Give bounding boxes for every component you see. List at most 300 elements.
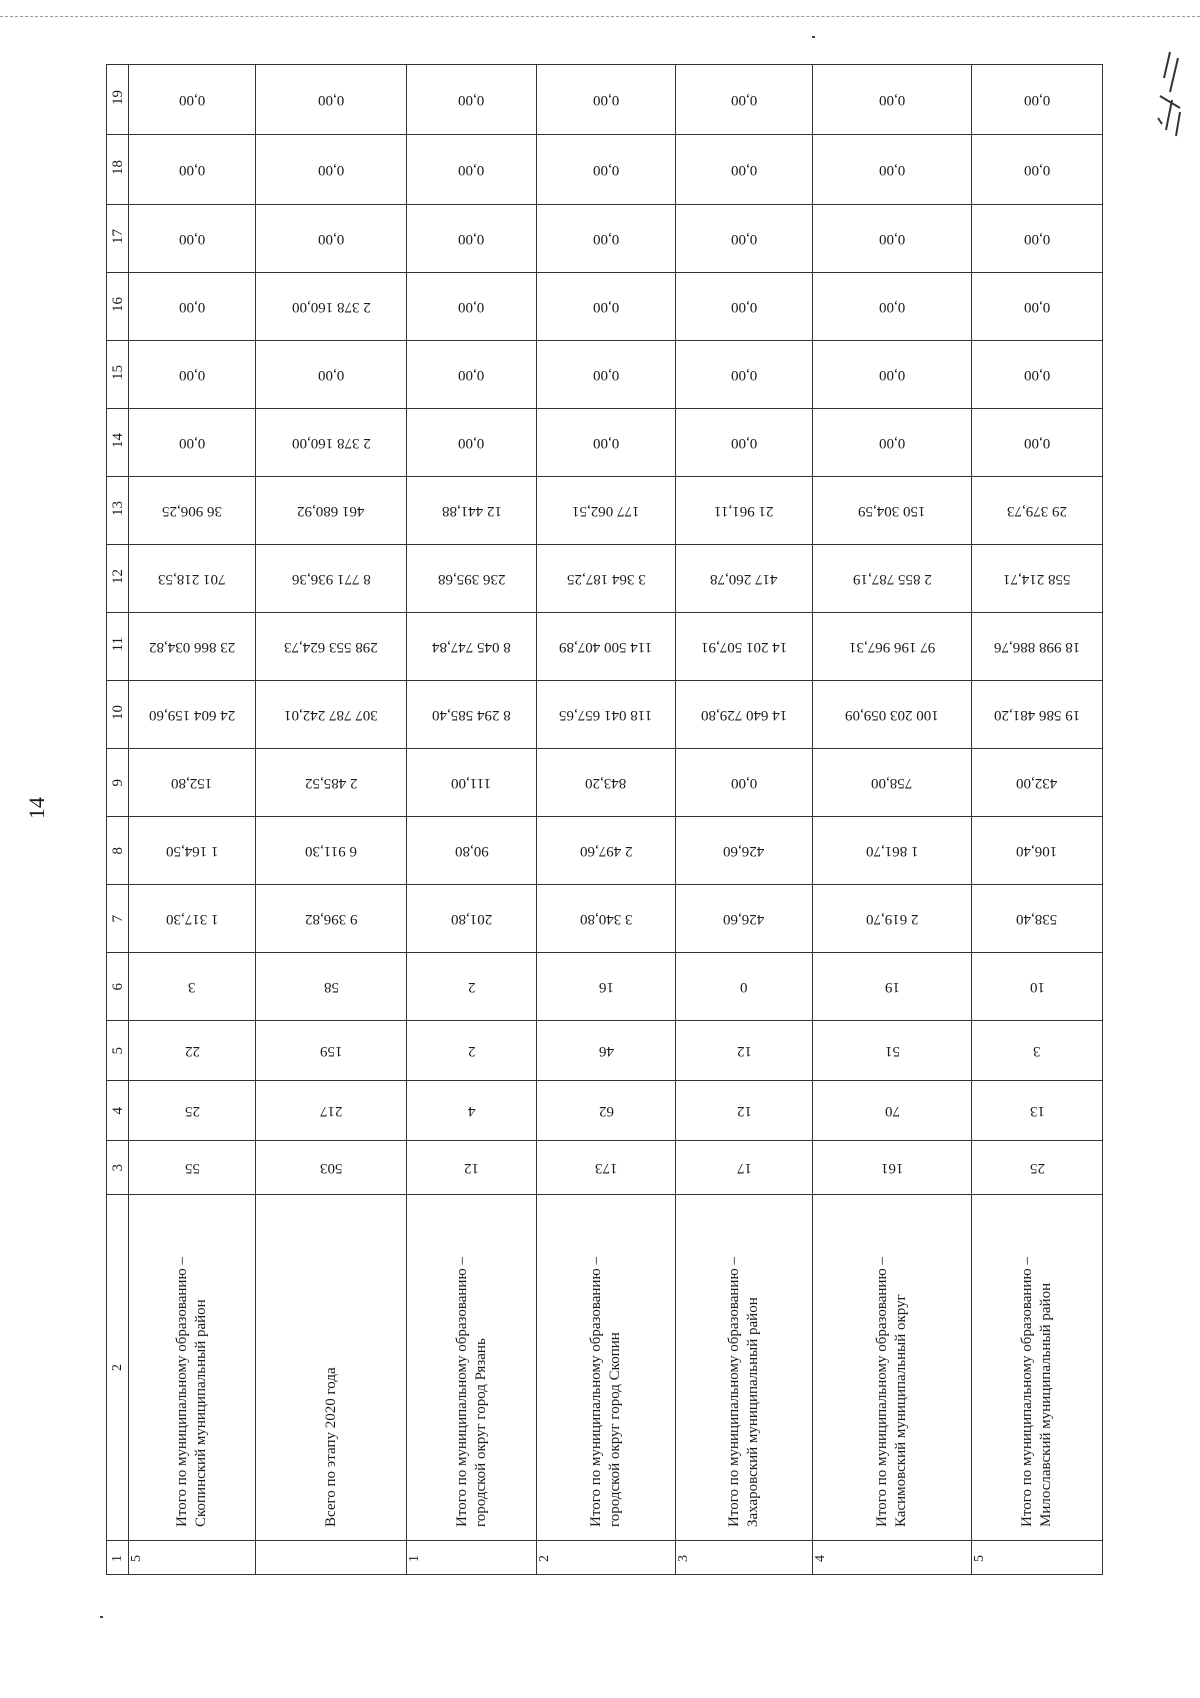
cell-value: 298 553 624,73 (284, 638, 378, 655)
cell-value: 0,00 (458, 298, 485, 315)
table-cell (407, 1141, 537, 1195)
column-number: 11 (109, 636, 126, 652)
cell-value: 14 640 729,80 (700, 706, 788, 723)
table-row (107, 545, 1103, 613)
cell-value: 701 218,53 (158, 570, 226, 587)
table-cell (813, 273, 972, 341)
column-number-cell (107, 477, 129, 545)
cell-value: 2 (467, 1042, 476, 1059)
row-name-cell (256, 1195, 407, 1541)
table-cell (256, 953, 407, 1021)
row-index-cell (676, 1541, 813, 1575)
table-cell (676, 409, 813, 477)
cell-value: 0,00 (592, 230, 620, 247)
table-cell (813, 65, 972, 135)
cell-value: 6 911,30 (305, 842, 357, 859)
column-number-cell (107, 749, 129, 817)
cell-value: 0,00 (1023, 91, 1051, 108)
table-row (107, 205, 1103, 273)
table-cell (407, 885, 537, 953)
cell-value: 22 (184, 1042, 200, 1059)
table-row (107, 341, 1103, 409)
table-cell (676, 885, 813, 953)
row-name-cell (676, 1195, 813, 1541)
table-cell (972, 135, 1103, 205)
table-row (107, 273, 1103, 341)
row-index-cell (129, 1541, 256, 1575)
column-number: 10 (109, 704, 126, 720)
column-number: 12 (109, 568, 126, 584)
column-number-cell (107, 817, 129, 885)
cell-value: 0,00 (730, 161, 758, 178)
table-cell (129, 749, 256, 817)
table-cell (537, 205, 676, 273)
cell-value: 2 485,52 (304, 774, 358, 791)
column-number: 8 (109, 846, 126, 854)
cell-value: 8 045 747,84 (432, 638, 511, 655)
cell-value: 426,60 (723, 910, 765, 927)
cell-value: 0,00 (592, 298, 620, 315)
row-index-cell (537, 1541, 676, 1575)
table-row (107, 135, 1103, 205)
table-cell (407, 341, 537, 409)
table-cell (256, 545, 407, 613)
column-number-cell (107, 205, 129, 273)
table-cell (813, 205, 972, 273)
table-cell (256, 341, 407, 409)
table-cell (813, 817, 972, 885)
cell-value: 2 378 160,00 (291, 434, 371, 451)
cell-value: 0,00 (178, 434, 206, 451)
column-number: 4 (109, 1106, 126, 1114)
cell-value: 0,00 (592, 434, 620, 451)
table-cell (256, 65, 407, 135)
data-table (106, 64, 1103, 1575)
table-cell (972, 817, 1103, 885)
cell-value: 0,00 (1023, 298, 1051, 315)
column-number-cell (107, 885, 129, 953)
table-cell (537, 1081, 676, 1141)
column-number-cell (107, 1081, 129, 1141)
table-cell (407, 409, 537, 477)
table-cell (407, 953, 537, 1021)
row-name-cell (972, 1195, 1103, 1541)
cell-value: 0,00 (458, 434, 485, 451)
table-row-names (107, 1195, 1103, 1541)
row-index: 4 (813, 1554, 828, 1562)
column-number-cell (107, 681, 129, 749)
cell-value: 0,00 (730, 298, 758, 315)
cell-value: 0,00 (178, 366, 206, 383)
cell-value: 29 379,73 (1007, 502, 1067, 519)
cell-value: 0,00 (730, 91, 758, 108)
table-cell (129, 409, 256, 477)
table-cell (129, 273, 256, 341)
cell-value: 426,60 (723, 842, 765, 859)
table-cell (972, 65, 1103, 135)
row-name-cell (813, 1195, 972, 1541)
table-row (107, 885, 1103, 953)
cell-value: 0,00 (592, 366, 620, 383)
table-cell (407, 65, 537, 135)
row-name: Итого по муниципальному образованию – Милославский муниципальный район (1019, 1256, 1054, 1527)
table-cell (129, 65, 256, 135)
cell-value: 417 260,78 (710, 570, 778, 587)
column-number: 7 (109, 914, 126, 922)
cell-value: 152,80 (171, 774, 213, 791)
row-name-cell (129, 1195, 256, 1541)
table-cell (676, 477, 813, 545)
table-cell (129, 953, 256, 1021)
cell-value: 10 (1029, 978, 1045, 995)
cell-value: 36 906,25 (162, 502, 222, 519)
cell-value: 1 861,70 (865, 842, 919, 859)
table-cell (972, 205, 1103, 273)
column-number-cell (107, 65, 129, 135)
cell-value: 0,00 (317, 161, 345, 178)
table-cell (129, 205, 256, 273)
cell-value: 4 (467, 1102, 476, 1119)
table-cell (537, 65, 676, 135)
table-cell (407, 1081, 537, 1141)
table-cell (972, 545, 1103, 613)
table-cell (813, 1141, 972, 1195)
table-row (107, 477, 1103, 545)
cell-value: 843,20 (585, 774, 627, 791)
table-cell (129, 885, 256, 953)
cell-value: 432,00 (1016, 774, 1058, 791)
column-number-cell (107, 409, 129, 477)
table-row (107, 1021, 1103, 1081)
column-number: 17 (109, 228, 126, 244)
cell-value: 2 497,60 (579, 842, 633, 859)
cell-value: 538,40 (1016, 910, 1058, 927)
cell-value: 58 (323, 978, 339, 995)
table-cell (972, 953, 1103, 1021)
cell-value: 201,80 (450, 910, 493, 927)
cell-value: 14 201 507,91 (700, 638, 788, 655)
cell-value: 0,00 (1023, 230, 1051, 247)
cell-value: 19 586 481,20 (993, 706, 1081, 723)
cell-value: 0,00 (458, 230, 485, 247)
table-cell (676, 817, 813, 885)
column-number: 9 (109, 778, 126, 786)
cell-value: 0,00 (592, 91, 620, 108)
table-cell (407, 1021, 537, 1081)
table-cell (407, 273, 537, 341)
table-cell (537, 409, 676, 477)
cell-value: 1 164,50 (165, 842, 219, 859)
table-cell (407, 477, 537, 545)
table-cell (813, 135, 972, 205)
table-cell (256, 885, 407, 953)
cell-value: 51 (884, 1042, 900, 1059)
cell-value: 0,00 (878, 91, 906, 108)
cell-value: 0,00 (730, 434, 758, 451)
cell-value: 150 304,59 (858, 502, 926, 519)
cell-value: 558 214,71 (1003, 570, 1071, 587)
table-cell (972, 273, 1103, 341)
table-cell (256, 409, 407, 477)
row-name: Итого по муниципальному образованию – Скопинский муниципальный район (174, 1256, 209, 1527)
cell-value: 62 (598, 1102, 614, 1119)
table-cell (407, 613, 537, 681)
cell-value: 8 294 585,40 (432, 706, 511, 723)
cell-value: 0,00 (458, 366, 485, 383)
table-cell (256, 613, 407, 681)
table-cell (407, 545, 537, 613)
cell-value: 23 866 034,82 (148, 638, 236, 655)
table-cell (813, 749, 972, 817)
cell-value: 0,00 (458, 91, 485, 108)
table-cell (676, 681, 813, 749)
table-cell (813, 681, 972, 749)
table-cell (537, 135, 676, 205)
table-cell (972, 1081, 1103, 1141)
row-index-cell (972, 1541, 1103, 1575)
cell-value: 0,00 (878, 161, 906, 178)
table-cell (256, 817, 407, 885)
name-column-header (107, 1195, 129, 1541)
row-index-cell (813, 1541, 972, 1575)
cell-value: 3 (188, 978, 196, 995)
table-cell (972, 341, 1103, 409)
table-cell (813, 953, 972, 1021)
table-cell (972, 477, 1103, 545)
table-cell (407, 749, 537, 817)
cell-value: 12 (736, 1042, 752, 1059)
table-cell (676, 205, 813, 273)
table-row (107, 817, 1103, 885)
cell-value: 0,00 (317, 366, 345, 383)
table-row (107, 953, 1103, 1021)
table-cell (256, 477, 407, 545)
table-cell (813, 1081, 972, 1141)
table-cell (676, 135, 813, 205)
table-cell (256, 135, 407, 205)
table-cell (256, 1141, 407, 1195)
cell-value: 0,00 (178, 298, 206, 315)
table-row-index (107, 1541, 1103, 1575)
cell-value: 21 961,11 (714, 502, 774, 519)
table-cell (537, 341, 676, 409)
table-cell (676, 273, 813, 341)
table-cell (972, 749, 1103, 817)
table-cell (676, 749, 813, 817)
table-cell (676, 613, 813, 681)
cell-value: 173 (594, 1159, 618, 1176)
column-number-cell (107, 341, 129, 409)
table-cell (256, 205, 407, 273)
table-cell (537, 477, 676, 545)
row-index: 5 (972, 1554, 987, 1562)
table-cell (676, 65, 813, 135)
cell-value: 25 (184, 1102, 200, 1119)
cell-value: 0,00 (878, 230, 906, 247)
table-cell (972, 409, 1103, 477)
cell-value: 0,00 (1023, 366, 1051, 383)
cell-value: 3 (1033, 1042, 1041, 1059)
table-cell (129, 341, 256, 409)
table-cell (676, 1081, 813, 1141)
table-cell (813, 613, 972, 681)
cell-value: 0,00 (878, 298, 906, 315)
table-cell (972, 681, 1103, 749)
cell-value: 9 396,82 (304, 910, 358, 927)
table-cell (676, 1141, 813, 1195)
row-index: 1 (407, 1554, 422, 1562)
cell-value: 461 680,92 (297, 502, 365, 519)
cell-value: 17 (736, 1159, 752, 1176)
cell-value: 12 441,88 (441, 502, 502, 519)
column-number: 3 (109, 1163, 126, 1171)
cell-value: 24 604 159,60 (148, 706, 236, 723)
table-cell (813, 1021, 972, 1081)
cell-value: 12 (464, 1159, 479, 1176)
cell-value: 0 (740, 978, 748, 995)
table-cell (537, 1141, 676, 1195)
column-number: 14 (109, 432, 126, 448)
table-cell (129, 1141, 256, 1195)
row-name: Итого по муниципальному образованию – Захаровский муниципальный район (726, 1256, 761, 1527)
cell-value: 217 (319, 1102, 343, 1119)
row-index-cell (256, 1541, 407, 1575)
table-cell (256, 273, 407, 341)
cell-value: 177 062,51 (572, 502, 640, 519)
table-cell (129, 1081, 256, 1141)
cell-value: 0,00 (730, 366, 758, 383)
column-number-cell (107, 545, 129, 613)
cell-value: 0,00 (178, 230, 206, 247)
table-cell (129, 545, 256, 613)
cell-value: 97 196 967,31 (848, 638, 936, 655)
table-cell (676, 545, 813, 613)
index-column-number: 1 (109, 1554, 125, 1562)
table-row (107, 409, 1103, 477)
cell-value: 2 855 787,19 (852, 570, 932, 587)
cell-value: 19 (884, 978, 900, 995)
table-cell (537, 545, 676, 613)
row-name: Итого по муниципальному образованию – городской округ город Скопин (588, 1256, 623, 1527)
table-cell (407, 681, 537, 749)
column-number-cell (107, 1141, 129, 1195)
page-number: 14 (24, 797, 49, 819)
top-dashed-rule (0, 16, 1200, 17)
cell-value: 0,00 (730, 230, 758, 247)
data-table-container (106, 64, 1103, 1575)
table-cell (256, 1081, 407, 1141)
row-index-cell (407, 1541, 537, 1575)
column-number-cell (107, 613, 129, 681)
table-cell (813, 885, 972, 953)
table-cell (537, 613, 676, 681)
cell-value: 0,00 (878, 366, 906, 383)
cell-value: 0,00 (317, 91, 345, 108)
cell-value: 106,40 (1016, 842, 1058, 859)
table-cell (537, 273, 676, 341)
column-number: 5 (109, 1046, 126, 1054)
cell-value: 18 998 886,76 (993, 638, 1081, 655)
table-cell (813, 477, 972, 545)
cell-value: 55 (184, 1159, 200, 1176)
table-row (107, 749, 1103, 817)
cell-value: 503 (319, 1159, 343, 1176)
table-cell (537, 953, 676, 1021)
column-number-cell (107, 273, 129, 341)
cell-value: 758,00 (871, 774, 913, 791)
table-cell (972, 1141, 1103, 1195)
cell-value: 13 (1029, 1102, 1045, 1119)
cell-value: 3 364 187,25 (566, 570, 646, 587)
table-cell (813, 409, 972, 477)
table-cell (813, 545, 972, 613)
table-cell (537, 817, 676, 885)
cell-value: 0,00 (317, 230, 345, 247)
table-cell (676, 1021, 813, 1081)
table-cell (537, 885, 676, 953)
cell-value: 0,00 (1023, 161, 1051, 178)
table-cell (256, 1021, 407, 1081)
table-cell (129, 135, 256, 205)
cell-value: 118 041 657,65 (559, 706, 653, 723)
table-cell (676, 341, 813, 409)
handwritten-mark (1150, 48, 1194, 148)
table-cell (407, 205, 537, 273)
cell-value: 2 619,70 (865, 910, 919, 927)
table-row (107, 681, 1103, 749)
cell-value: 0,00 (730, 774, 758, 791)
cell-value: 114 500 407,89 (559, 638, 653, 655)
row-index: 5 (129, 1554, 144, 1562)
column-number-cell (107, 953, 129, 1021)
cell-value: 307 787 242,01 (284, 706, 378, 723)
cell-value: 0,00 (178, 161, 206, 178)
table-cell (129, 613, 256, 681)
column-number: 18 (109, 159, 126, 175)
stray-dot (812, 36, 815, 38)
table-cell (676, 953, 813, 1021)
row-name: Итого по муниципальному образованию – Касимовский муниципальный округ (874, 1256, 909, 1527)
cell-value: 2 378 160,00 (291, 298, 371, 315)
cell-value: 90,80 (454, 842, 489, 859)
table-cell (129, 817, 256, 885)
cell-value: 161 (880, 1159, 904, 1176)
cell-value: 16 (598, 978, 614, 995)
table-cell (972, 613, 1103, 681)
table-row (107, 613, 1103, 681)
table-cell (537, 1021, 676, 1081)
cell-value: 12 (736, 1102, 752, 1119)
column-number-cell (107, 135, 129, 205)
cell-value: 70 (884, 1102, 900, 1119)
row-index (256, 1555, 262, 1561)
cell-value: 2 (467, 978, 476, 995)
column-number: 15 (109, 364, 126, 380)
table-cell (537, 681, 676, 749)
cell-value: 1 317,30 (165, 910, 219, 927)
cell-value: 25 (1029, 1159, 1045, 1176)
table-cell (813, 341, 972, 409)
stray-dot (100, 1616, 103, 1618)
table-cell (129, 477, 256, 545)
cell-value: 8 771 936,36 (291, 570, 371, 587)
index-column-header (107, 1541, 129, 1575)
cell-value: 0,00 (592, 161, 620, 178)
cell-value: 111,00 (451, 774, 492, 791)
table-row (107, 1081, 1103, 1141)
cell-value: 100 203 059,09 (845, 706, 939, 723)
table-cell (129, 1021, 256, 1081)
